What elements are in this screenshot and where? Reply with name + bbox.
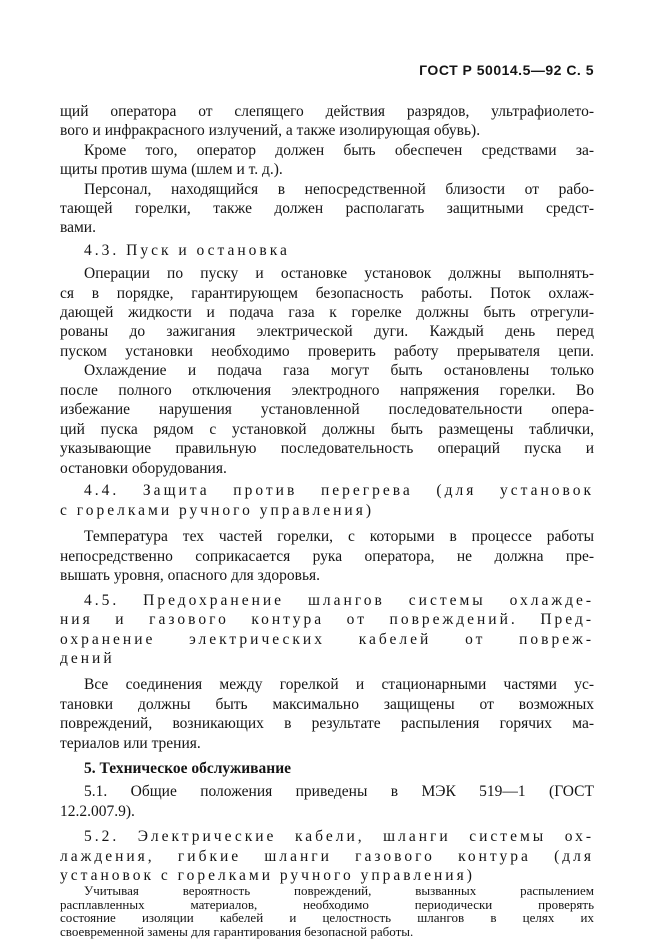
section-heading-4-5-cont: дений [60, 650, 115, 667]
section-heading-4-3: 4.3. Пуск и остановка [84, 242, 290, 259]
text-line: вышать уровня, опасного для здоровья. [60, 567, 321, 584]
section-heading-5: 5. Техническое обслуживание [84, 760, 292, 777]
text-line: Все соединения между горелкой и стационарными частями ус- [84, 676, 594, 693]
text-line: ся в порядке, гарантирующем безопасность работы. Поток охлаж- [60, 285, 594, 302]
text-line: указывающие правильную последовательность операций пуска и [60, 440, 594, 457]
text-line: расплавленных материалов, необходимо периодически проверять [60, 896, 594, 912]
section-heading-4-4-cont: с горелками ручного управления) [60, 502, 375, 519]
text-line: Учитывая вероятность повреждений, вызванных распылением [84, 883, 594, 898]
section-heading-5-2-cont: лаждения, гибкие шланги газового контура (для [60, 848, 594, 865]
text-line: избежание нарушения установленной последовательности опера- [60, 401, 594, 418]
text-line: тановки должны быть максимально защищены от возможных [60, 696, 594, 713]
text-line: рованы до зажигания электрической дуги. Каждый день перед [60, 323, 594, 340]
section-heading-4-5-cont: охранение электрических кабелей от повреж- [60, 631, 594, 648]
text-line: вами. [60, 219, 96, 236]
section-heading-4-5: 4.5. Предохранение шлангов системы охлажде- [84, 592, 594, 609]
text-line: Операции по пуску и остановке установок должны выполнять- [84, 265, 594, 282]
text-line: тающей горелки, также должен располагать защитными средст- [60, 200, 594, 217]
text-line: териалов или трения. [60, 735, 201, 752]
text-line: повреждений, возникающих в результате распыления горячих ма- [60, 715, 594, 732]
page-header: ГОСТ Р 50014.5—92 С. 5 [419, 62, 594, 78]
text-line: 5.1. Общие положения приведены в МЭК 519—1 (ГОСТ [84, 783, 594, 800]
text-line: Температура тех частей горелки, с которыми в процессе работы [84, 528, 594, 545]
text-line: щиты против шума (шлем и т. д.). [60, 161, 283, 178]
text-line: 12.2.007.9). [60, 803, 135, 820]
section-heading-5-2: 5.2. Электрические кабели, шланги системы ох- [84, 828, 594, 845]
text-line: после полного отключения электродного напряжения горелки. Во [60, 382, 594, 399]
text-line: пуском установки необходимо проверить работу прерывателя цепи. [60, 343, 594, 360]
text-line: состояние изоляции кабелей и целостность шлангов в целях их [60, 910, 594, 925]
text-line: ций пуска рядом с установкой должны быть размещены таблички, [60, 421, 594, 438]
section-heading-4-5-cont: ния и газового контура от повреждений. Пред- [60, 611, 594, 628]
text-line: вого и инфракрасного излучений, а также изолирующая обувь). [60, 122, 481, 139]
section-heading-4-4: 4.4. Защита против перегрева (для установок [84, 482, 594, 499]
text-line: дающей жидкости и подача газа к горелке должны быть отрегули- [60, 304, 594, 321]
text-line: остановки оборудования. [60, 460, 227, 477]
text-line: Охлаждение и подача газа могут быть остановлены только [84, 362, 594, 379]
section-heading-5-2-cont: установок с горелками ручного управления) [60, 867, 475, 884]
text-line: своевременной замены для гарантирования безопасной работы. [60, 923, 414, 939]
text-line: Персонал, находящийся в непосредственной близости от рабо- [84, 181, 594, 198]
text-line: непосредственно соприкасается рука оператора, не должна пре- [60, 548, 594, 565]
text-line: Кроме того, оператор должен быть обеспечен средствами за- [84, 142, 594, 159]
text-line: щий оператора от слепящего действия разрядов, ультрафиолето- [60, 103, 594, 120]
